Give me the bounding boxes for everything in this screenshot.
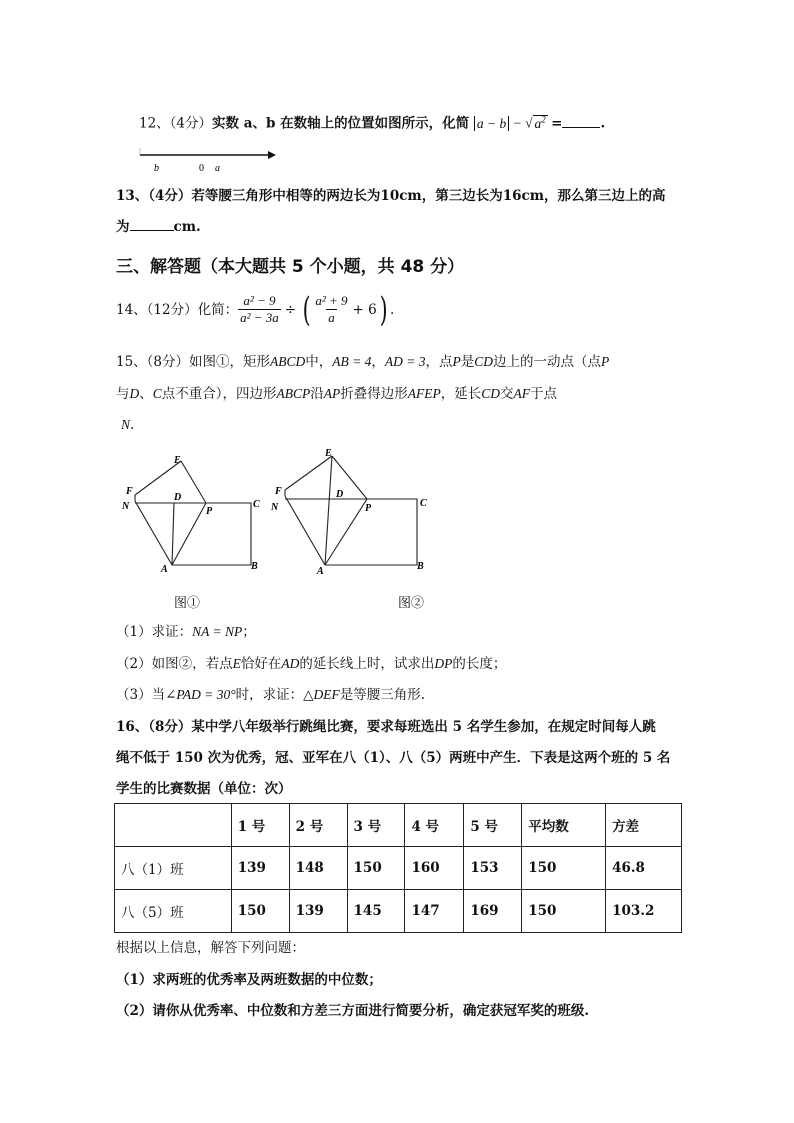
fig2-label-f: F	[275, 486, 282, 497]
fig1-label-a: A	[161, 564, 168, 575]
axis-label-a: a	[215, 163, 220, 174]
table-header-cell: 3 号	[347, 804, 405, 847]
q15-line3-end: .	[130, 417, 135, 433]
q13-prefix: 为	[116, 219, 130, 235]
table-header-cell: 4 号	[405, 804, 464, 847]
table-header-cell: 方差	[606, 804, 682, 847]
table-cell: 169	[464, 890, 522, 933]
q15-sub1	[116, 622, 256, 642]
q14-paren-group: ( $\frac{\text{a² + 9}}{a}$ + 6 )	[302, 289, 388, 330]
table-row	[115, 847, 682, 890]
q14-end: .	[390, 301, 395, 318]
q14-fraction-2	[313, 293, 349, 326]
q16-sub2: （2）请你从优秀率、中位数和方差三方面进行简要分析，确定获冠军奖的班级.	[116, 1003, 590, 1019]
table-header-cell	[115, 804, 232, 847]
number-line-diagram	[138, 146, 278, 176]
fig1-label-b: B	[251, 561, 258, 572]
fig2-label-n: N	[271, 502, 279, 513]
table-header-cell: 5 号	[464, 804, 522, 847]
fig2-label-a: A	[317, 566, 324, 577]
fig1-label-n: N	[122, 501, 130, 512]
table-cell: 139	[289, 890, 347, 933]
fig2-label-d: D	[336, 489, 344, 500]
section-title: 三、解答题（本大题共 5 个小题，共 48 分）	[116, 257, 465, 277]
q15-afep: AFEP	[407, 386, 441, 401]
q15-c: C	[152, 386, 162, 401]
q15-text-12: 交	[500, 386, 514, 402]
q15-text-11: ，延长	[440, 386, 482, 402]
table-cell: 150	[231, 890, 289, 933]
q15-sub1-expr: NA = NP	[192, 624, 243, 639]
fig1-label-e: E	[174, 455, 181, 466]
q15-sub3-tri: △DEF	[303, 687, 340, 702]
q15-sub2-ad: AD	[281, 656, 300, 671]
q15-sub3	[116, 685, 425, 705]
q15-af: AF	[513, 386, 531, 401]
q15-text-5: 边上的一动点（点	[493, 354, 602, 370]
q15-sub3-end: 是等腰三角形.	[339, 687, 426, 703]
q16-line3: 学生的比赛数据（单位：次）	[116, 781, 292, 797]
axis-label-b: b	[154, 163, 159, 174]
q16-after-text: 根据以上信息，解答下列问题：	[116, 940, 305, 956]
q15-n: N	[121, 417, 131, 432]
table-cell: 150	[347, 847, 405, 890]
q12-minus: −	[509, 115, 526, 131]
q15-sub2-mid: 恰好在	[240, 656, 282, 672]
q15-sub3-angle: ∠PAD = 30°	[165, 687, 236, 702]
q15-text-4: 是	[460, 354, 475, 370]
q13-answer-blank	[130, 218, 174, 231]
q14-frac2-den: a	[328, 310, 335, 325]
q14-divide: ÷	[284, 301, 297, 318]
q15-ap: AP	[323, 386, 341, 401]
q15-p: P	[452, 354, 461, 369]
table-header-row	[115, 804, 682, 847]
q15-cd2: CD	[481, 386, 501, 401]
table-header-cell: 1 号	[231, 804, 289, 847]
q14-plus6: + 6	[352, 301, 377, 318]
fig1-label-c: C	[253, 499, 260, 510]
table-cell: 八（5）班	[115, 890, 232, 933]
figure-2-diagram	[268, 448, 438, 578]
q15-sub1-pre: （1）求证：	[116, 624, 193, 640]
q16-line2: 绳不低于 150 次为优秀，冠、亚军在八（1）、八（5）两班中产生．下表是这两个班的 5 名	[116, 750, 671, 766]
q15-text-13: 于点	[530, 386, 558, 402]
q15-line3	[121, 415, 134, 435]
q14-label: 14、（12分）化简：	[116, 301, 239, 318]
table-cell: 153	[464, 847, 522, 890]
table-row	[115, 890, 682, 933]
q15-text-10: 折叠得边形	[340, 386, 408, 402]
q15-sub2-dp: DP	[434, 656, 453, 671]
table-cell: 103.2	[606, 890, 682, 933]
q12-line	[139, 109, 605, 134]
table-header-cell: 平均数	[522, 804, 606, 847]
q15-sub3-mid: 时，求证：	[235, 687, 304, 703]
q13-line2	[116, 217, 201, 237]
table-cell: 八（1）班	[115, 847, 232, 890]
q13-line1: 13、（4分）若等腰三角形中相等的两边长为10cm，第三边长为16cm，那么第三边上的高	[116, 188, 666, 204]
q12-text: 实数 a、b 在数轴上的位置如图所示，化简	[212, 115, 470, 132]
figure-1-caption: 图①	[174, 596, 201, 611]
q12-sqrt: √ $a^2$	[525, 114, 546, 131]
q15-text-6: 与	[116, 386, 130, 402]
q14-frac2-num: a² + 9	[315, 293, 348, 308]
figure-1-diagram	[118, 452, 268, 577]
q15-sub3-pre: （3）当	[116, 687, 166, 703]
q12-end: .	[600, 115, 606, 132]
q15-sub2	[116, 654, 506, 674]
q12-sqrt-a: a	[534, 115, 542, 131]
q15-ad: AD = 3	[384, 354, 426, 369]
q16-data-table	[114, 803, 682, 933]
q16-sub1: （1）求两班的优秀率及两班数据的中位数；	[116, 972, 382, 988]
q12-expression	[474, 115, 551, 131]
table-cell: 147	[405, 890, 464, 933]
q12-abs-expr: a − b	[474, 116, 509, 131]
number-line-arrow	[268, 151, 276, 159]
q14-frac1-den: a² − 3a	[240, 310, 279, 325]
table-cell: 150	[522, 847, 606, 890]
q15-sub2-e: E	[232, 656, 241, 671]
q14-frac1-num: a² − 9	[243, 293, 276, 308]
q15-abcd: ABCD	[270, 354, 306, 369]
table-cell: 145	[347, 890, 405, 933]
table-cell: 139	[231, 847, 289, 890]
q15-sub2-pre: （2）如图②，若点	[116, 656, 233, 672]
q15-text-9: 沿	[310, 386, 324, 402]
q15-comma: ，	[371, 354, 385, 370]
q15-p2: P	[601, 354, 610, 369]
q14-line	[116, 289, 395, 330]
q15-text-7: 、	[139, 386, 153, 402]
q15-ab: AB = 4	[332, 354, 372, 369]
q13-suffix: cm.	[173, 219, 201, 235]
q15-cd: CD	[474, 354, 494, 369]
q15-sub2-end: 的长度；	[452, 656, 507, 672]
q12-answer-blank	[562, 115, 600, 128]
q12-label: 12、（4分）	[139, 115, 213, 132]
q14-fraction-1	[238, 293, 281, 326]
fig1-label-p: P	[206, 506, 213, 517]
q15-line2	[116, 384, 557, 404]
q15-abcp: ABCP	[276, 386, 311, 401]
q15-line1	[116, 352, 609, 372]
table-cell: 160	[405, 847, 464, 890]
fig1-label-f: F	[126, 486, 133, 497]
q15-text-1: 15、（8分）如图①，矩形	[116, 354, 271, 370]
fig1-label-d: D	[174, 492, 182, 503]
table-cell: 150	[522, 890, 606, 933]
q15-text-2: 中，	[305, 354, 333, 370]
q12-equals: =	[551, 115, 563, 132]
table-cell: 148	[289, 847, 347, 890]
fig2-label-c: C	[420, 498, 427, 509]
figure-2-caption: 图②	[398, 596, 425, 611]
q15-sub1-end: ；	[242, 624, 256, 640]
table-cell: 46.8	[606, 847, 682, 890]
q16-line1: 16、（8分）某中学八年级举行跳绳比赛，要求每班选出 5 名学生参加，在规定时间每人跳	[116, 719, 656, 735]
table-header-cell: 2 号	[289, 804, 347, 847]
q15-d: D	[129, 386, 140, 401]
q15-text-8: 点不重合），四边形	[161, 386, 277, 402]
q15-sub2-post: 的延长线上时，试求出	[299, 656, 435, 672]
fig2-label-b: B	[417, 561, 424, 572]
fig2-label-p: P	[365, 503, 372, 514]
axis-label-0: 0	[199, 163, 204, 174]
fig2-label-e: E	[325, 448, 332, 459]
q15-text-3: ，点	[425, 354, 453, 370]
